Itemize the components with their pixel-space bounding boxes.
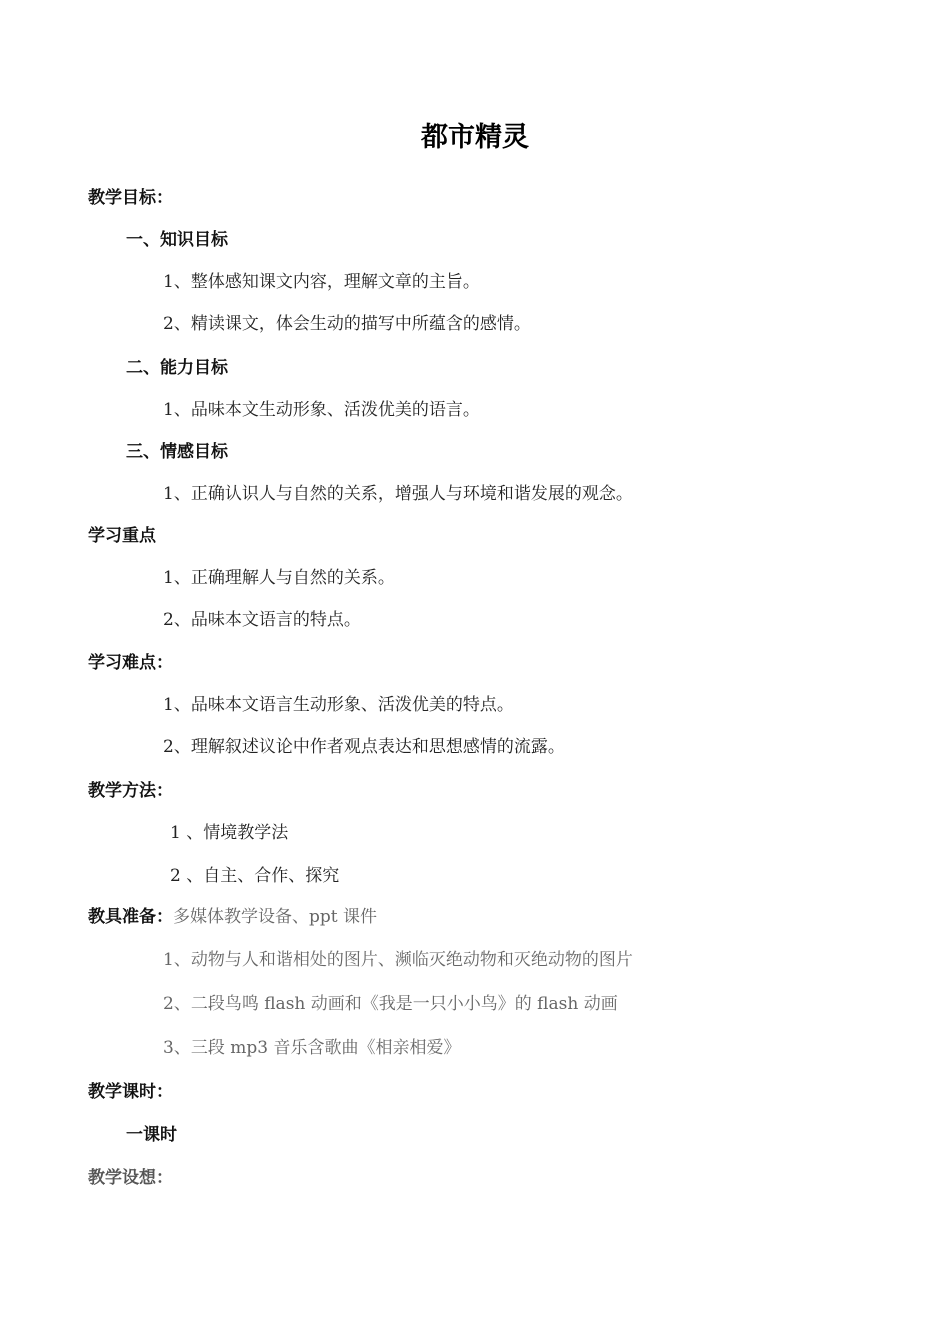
list-item: 2、精读课文，体会生动的描写中所蕴含的感情。 — [163, 314, 531, 334]
list-item: 1、正确认识人与自然的关系，增强人与环境和谐发展的观念。 — [163, 484, 633, 504]
list-item: 1、品味本文语言生动形象、活泼优美的特点。 — [163, 695, 514, 715]
list-item: 2、理解叙述议论中作者观点表达和思想感情的流露。 — [163, 737, 565, 757]
list-item: 1、品味本文生动形象、活泼优美的语言。 — [163, 400, 480, 420]
plan-heading: 教学设想： — [88, 1168, 173, 1188]
document-title: 都市精灵 — [421, 122, 529, 153]
list-item: 2、品味本文语言的特点。 — [163, 610, 361, 630]
list-item: 1 、情境教学法 — [170, 823, 289, 843]
list-item: 2 、自主、合作、探究 — [170, 866, 340, 886]
goals-heading: 教学目标： — [88, 188, 173, 208]
ability-heading: 二、能力目标 — [126, 358, 228, 378]
tools-inline: 多媒体教学设备、ppt 课件 — [173, 907, 377, 927]
focus-heading: 学习重点 — [88, 526, 156, 546]
list-item: 1、正确理解人与自然的关系。 — [163, 568, 395, 588]
knowledge-heading: 一、知识目标 — [126, 230, 228, 250]
hours-heading: 教学课时： — [88, 1082, 173, 1102]
emotion-heading: 三、情感目标 — [126, 442, 228, 462]
difficulty-heading: 学习难点： — [88, 653, 173, 673]
list-item: 3、三段 mp3 音乐含歌曲《相亲相爱》 — [163, 1038, 461, 1058]
list-item: 1、整体感知课文内容，理解文章的主旨。 — [163, 272, 480, 292]
tools-heading: 教具准备： — [88, 907, 173, 927]
list-item: 1、动物与人和谐相处的图片、濒临灭绝动物和灭绝动物的图片 — [163, 950, 633, 970]
method-heading: 教学方法： — [88, 781, 173, 801]
hours-value: 一课时 — [126, 1125, 177, 1145]
tools-line — [88, 905, 377, 929]
list-item: 2、二段鸟鸣 flash 动画和《我是一只小小鸟》的 flash 动画 — [163, 994, 618, 1014]
